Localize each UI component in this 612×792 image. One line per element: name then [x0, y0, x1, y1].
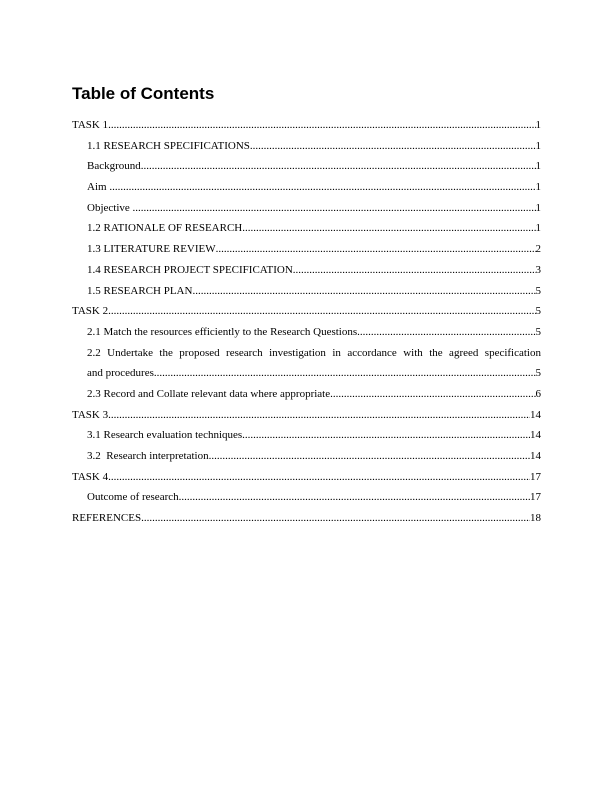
toc-page-number: 1	[535, 139, 541, 152]
toc-page-number: 2	[535, 243, 541, 256]
dot-leader	[108, 115, 535, 136]
toc-page-number: 3	[535, 263, 541, 276]
toc-entry-label: 1.1 RESEARCH SPECIFICATIONS	[87, 139, 250, 152]
dot-leader	[216, 239, 536, 260]
toc-entry-label: 1.2 RATIONALE OF RESEARCH	[87, 222, 243, 235]
toc-entry-label: 2.3 Record and Collate relevant data where appropriate	[87, 387, 331, 400]
toc-entry-research-interpretation[interactable]	[72, 446, 541, 467]
toc-page-number: 17	[530, 470, 541, 483]
toc-page-number: 5	[535, 325, 541, 338]
dot-leader	[108, 301, 535, 322]
toc-page-number: 14	[530, 450, 541, 463]
toc-page-number: 18	[530, 512, 541, 525]
toc-page-number: 5	[535, 305, 541, 318]
toc-entry-task-4[interactable]	[72, 467, 541, 488]
dot-leader	[293, 260, 536, 281]
dot-leader	[133, 198, 536, 219]
toc-page-number: 1	[535, 181, 541, 194]
toc-entry-aim[interactable]	[72, 177, 541, 198]
toc-entry-record-and-collate[interactable]	[72, 384, 541, 405]
toc-entry-label: Aim	[87, 181, 110, 194]
toc-entry-rationale-of-research[interactable]	[72, 218, 541, 239]
toc-page-number: 14	[530, 429, 541, 442]
toc-page-number: 17	[530, 491, 541, 504]
toc-page-number: 6	[535, 387, 541, 400]
toc-entry-label-line-2: and procedures	[87, 367, 154, 380]
toc-page-number: 5	[535, 367, 541, 380]
toc-entry-task-3[interactable]	[72, 405, 541, 426]
toc-entry-label: TASK 3	[72, 408, 109, 421]
toc-entry-label: 3.2 Research interpretation	[87, 450, 209, 463]
table-of-contents	[72, 115, 541, 529]
dot-leader	[154, 363, 536, 384]
dot-leader	[209, 446, 530, 467]
toc-page-number: 1	[535, 160, 541, 173]
toc-entry-undertake-research-investigation[interactable]	[72, 343, 541, 384]
dot-leader	[357, 322, 535, 343]
toc-entry-research-evaluation-techniques[interactable]	[72, 425, 541, 446]
toc-entry-label: TASK 4	[72, 470, 109, 483]
toc-entry-task-1[interactable]	[72, 115, 541, 136]
dot-leader	[179, 487, 530, 508]
dot-leader	[108, 405, 530, 426]
dot-leader	[141, 156, 536, 177]
toc-page-number: 1	[535, 222, 541, 235]
toc-entry-task-2[interactable]	[72, 301, 541, 322]
toc-entry-label: Outcome of research	[87, 491, 179, 504]
dot-leader	[250, 136, 536, 157]
toc-page-number: 1	[535, 201, 541, 214]
toc-entry-label: TASK 2	[72, 305, 109, 318]
toc-entry-match-resources[interactable]	[72, 322, 541, 343]
toc-entry-literature-review[interactable]	[72, 239, 541, 260]
toc-entry-label: 3.1 Research evaluation techniques	[87, 429, 243, 442]
toc-entry-research-plan[interactable]	[72, 281, 541, 302]
dot-leader	[108, 467, 530, 488]
toc-entry-background[interactable]	[72, 156, 541, 177]
toc-title: Table of Contents	[72, 84, 215, 103]
dot-leader	[330, 384, 535, 405]
toc-entry-label: 2.1 Match the resources efficiently to the Research Questions	[87, 325, 358, 338]
toc-entry-label: Background	[87, 160, 141, 173]
toc-entry-label: 1.3 LITERATURE REVIEW	[87, 243, 216, 256]
dot-leader	[192, 281, 535, 302]
toc-page-number: 1	[535, 119, 541, 131]
toc-entry-outcome-of-research[interactable]	[72, 487, 541, 508]
toc-entry-references[interactable]	[72, 508, 541, 529]
dot-leader	[242, 218, 535, 239]
toc-entry-label: TASK 1	[72, 119, 109, 131]
dot-leader	[109, 177, 535, 198]
toc-page-number: 14	[530, 408, 541, 421]
toc-page-number: 5	[535, 284, 541, 297]
dot-leader	[141, 508, 530, 529]
toc-entry-label-line-1: 2.2 Undertake the proposed research investigation in accordance with the agreed specification	[87, 346, 541, 359]
toc-entry-research-specifications[interactable]	[72, 136, 541, 157]
toc-entry-label: Objective	[87, 201, 133, 214]
toc-entry-label: 1.5 RESEARCH PLAN	[87, 284, 193, 297]
toc-entry-label: REFERENCES	[72, 512, 142, 525]
toc-entry-objective[interactable]	[72, 198, 541, 219]
dot-leader	[242, 425, 530, 446]
toc-entry-label: 1.4 RESEARCH PROJECT SPECIFICATION	[87, 263, 293, 276]
toc-entry-research-project-specification[interactable]	[72, 260, 541, 281]
